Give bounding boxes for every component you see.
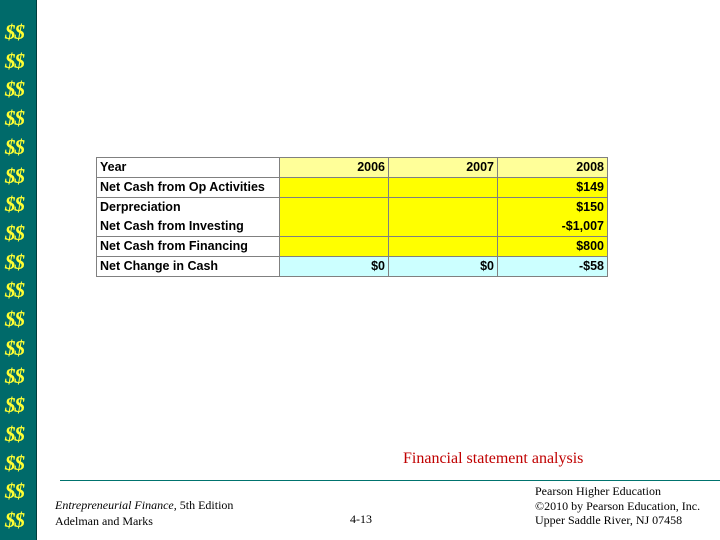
year-2007-header: 2007	[389, 158, 498, 178]
cell-2008: $150	[498, 198, 608, 218]
dollar-sign-icon: $$	[5, 450, 24, 475]
cell-2007	[389, 178, 498, 198]
cell-2007	[389, 198, 498, 218]
year-header: Year	[97, 158, 280, 178]
book-citation	[55, 497, 233, 529]
publisher-info	[535, 484, 700, 528]
dollar-sign-icon: $$	[5, 507, 24, 532]
total-label: Net Change in Cash	[97, 257, 280, 277]
dollar-sign-icon: $$	[5, 48, 24, 73]
dollar-sign-icon: $$	[5, 192, 24, 217]
total-2008: -$58	[498, 257, 608, 277]
dollar-sign-icon: $$	[5, 278, 24, 303]
slide-caption: Financial statement analysis	[403, 450, 584, 467]
dollar-sign-sidebar	[0, 0, 37, 540]
slide-number: 4-13	[350, 512, 372, 526]
cell-2008: -$1,007	[498, 217, 608, 237]
dollar-sign-icon: $$	[5, 134, 24, 159]
row-label: Net Cash from Op Activities	[97, 178, 280, 198]
total-row	[97, 257, 608, 277]
year-2006-header: 2006	[280, 158, 389, 178]
dollar-sign-icon: $$	[5, 364, 24, 389]
book-edition: 5th Edition	[176, 498, 234, 512]
table-row	[97, 237, 608, 257]
dollar-sign-icon: $$	[5, 335, 24, 360]
dollar-sign-icon: $$	[5, 479, 24, 504]
dollar-sign-icon: $$	[5, 249, 24, 274]
cell-2008: $149	[498, 178, 608, 198]
cash-flow-table	[96, 157, 608, 277]
row-label: Net Cash from Investing	[97, 217, 280, 237]
table-row	[97, 178, 608, 198]
cell-2006	[280, 237, 389, 257]
dollar-sign-icon: $$	[5, 393, 24, 418]
total-2006: $0	[280, 257, 389, 277]
dollar-sign-icon: $$	[5, 220, 24, 245]
dollar-sign-icon: $$	[5, 77, 24, 102]
book-authors: Adelman and Marks	[55, 514, 153, 528]
cell-2007	[389, 217, 498, 237]
cell-2007	[389, 237, 498, 257]
dollar-sign-icon: $$	[5, 307, 24, 331]
table-header-row	[97, 158, 608, 178]
total-2007: $0	[389, 257, 498, 277]
book-title: Entrepreneurial Finance,	[55, 498, 177, 512]
row-label: Net Cash from Financing	[97, 237, 280, 257]
copyright-line: ©2010 by Pearson Education, Inc.	[535, 498, 701, 513]
year-2008-header: 2008	[498, 158, 608, 178]
dollar-sign-icon: $$	[5, 163, 24, 188]
dollar-sign-icon: $$	[5, 421, 24, 446]
cell-2006	[280, 217, 389, 237]
cell-2006	[280, 198, 389, 218]
footer-divider	[60, 480, 720, 481]
publisher-line: Pearson Higher Education	[535, 484, 661, 498]
dollar-sign-icon: $$	[5, 20, 24, 44]
row-label: Derpreciation	[97, 198, 280, 218]
cell-2008: $800	[498, 237, 608, 257]
dollar-sign-icon: $$	[5, 106, 24, 131]
table-row	[97, 217, 608, 237]
table-row	[97, 198, 608, 218]
cell-2006	[280, 178, 389, 198]
address-line: Upper Saddle River, NJ 07458	[535, 513, 683, 527]
